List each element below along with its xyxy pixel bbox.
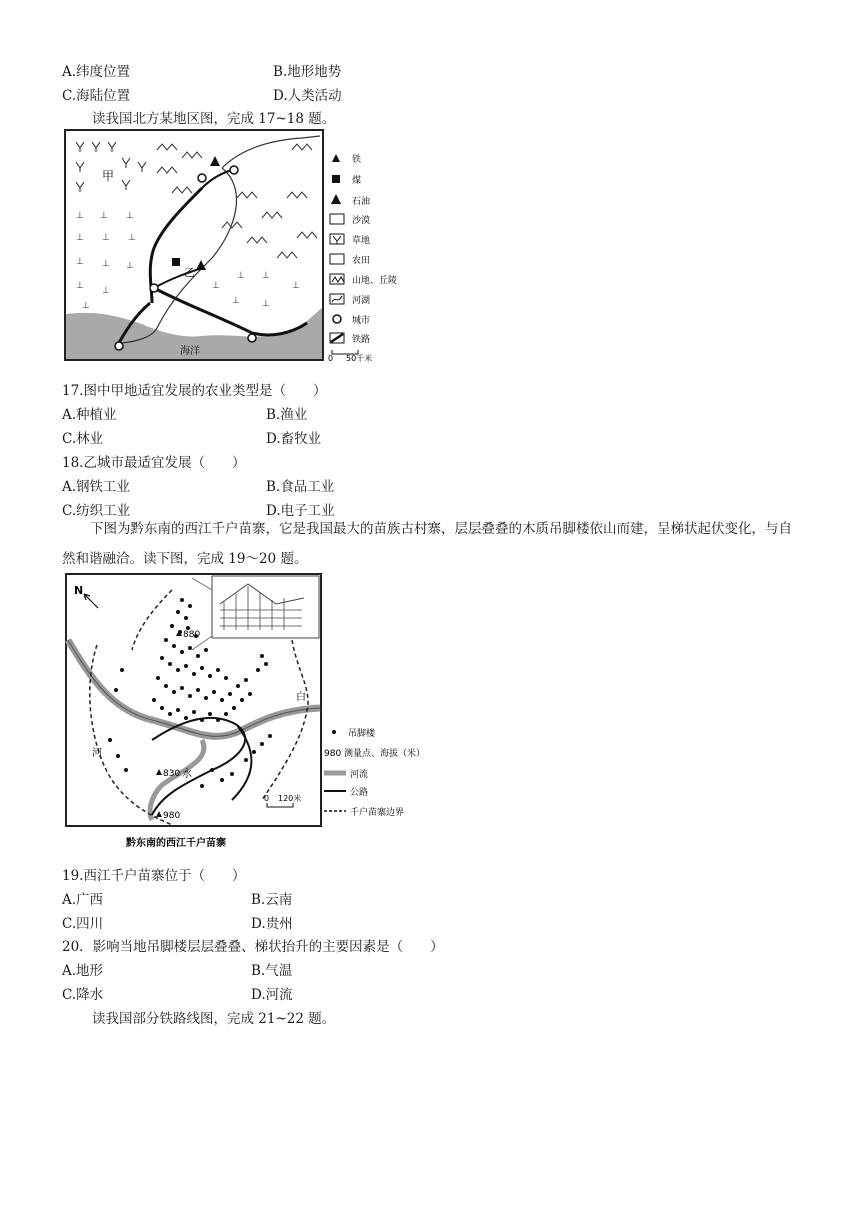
svg-text:⊥: ⊥ bbox=[262, 271, 270, 281]
river-label-shui: 水 bbox=[182, 769, 192, 780]
legend-stilt-label: 吊脚楼 bbox=[348, 729, 376, 739]
legend-coal-label: 煤 bbox=[352, 176, 362, 186]
svg-text:⊥: ⊥ bbox=[82, 301, 90, 311]
svg-text:⊥: ⊥ bbox=[76, 211, 84, 221]
city-icon bbox=[333, 315, 341, 323]
scale-50km: 50千米 bbox=[346, 354, 373, 363]
svg-text:⊥: ⊥ bbox=[126, 261, 134, 271]
q19-stem: 19.西江千户苗寨位于（ ） bbox=[62, 868, 246, 884]
svg-text:⊥: ⊥ bbox=[102, 259, 110, 269]
q17-option-d: D.畜牧业 bbox=[266, 431, 322, 447]
svg-text:⊥: ⊥ bbox=[76, 233, 84, 243]
q16-option-a: A.纬度位置 bbox=[62, 64, 131, 80]
q17-option-b: B.渔业 bbox=[266, 407, 308, 423]
scale-zero: 0 bbox=[328, 354, 334, 363]
legend-hill-label: 山地、丘陵 bbox=[352, 276, 398, 286]
label-yi: 乙 bbox=[184, 266, 195, 279]
q17-option-a: A.种植业 bbox=[62, 407, 117, 423]
intro-21-22: 读我国部分铁路线图，完成 21~22 题。 bbox=[92, 1011, 336, 1027]
legend-rail-label: 铁路 bbox=[352, 335, 371, 345]
q17-option-c: C.林业 bbox=[62, 431, 104, 447]
scale-zero-2: 0 bbox=[264, 794, 270, 803]
legend-road-label: 公路 bbox=[350, 788, 369, 798]
q20-option-a: A.地形 bbox=[62, 963, 104, 979]
legend-desert-label: 沙漠 bbox=[352, 216, 371, 226]
q18-option-d: D.电子工业 bbox=[266, 503, 335, 519]
q19-option-c: C.四川 bbox=[62, 916, 104, 932]
legend-iron-label: 铁 bbox=[352, 155, 362, 165]
river-label-he: 河 bbox=[92, 748, 102, 759]
q19-option-a: A.广西 bbox=[62, 892, 104, 908]
q18-stem: 18.乙城市最适宜发展（ ） bbox=[62, 455, 246, 471]
map1-legend bbox=[328, 153, 397, 363]
intro-17-18: 读我国北方某地区图，完成 17~18 题。 bbox=[92, 111, 336, 127]
q18-option-b: B.食品工业 bbox=[266, 479, 335, 495]
legend-survey-label: 980 测量点、海拔（米） bbox=[324, 749, 426, 759]
q20-option-c: C.降水 bbox=[62, 987, 104, 1003]
svg-text:⊥: ⊥ bbox=[126, 211, 134, 221]
q16-option-b: B.地形地势 bbox=[273, 64, 342, 80]
square-icon bbox=[332, 175, 340, 183]
svg-text:⊥: ⊥ bbox=[102, 233, 110, 243]
farm-icon bbox=[330, 254, 344, 264]
legend-city-label: 城市 bbox=[352, 316, 371, 326]
q20-stem: 20．影响当地吊脚楼层层叠叠、梯状抬升的主要因素是（ ） bbox=[62, 939, 444, 955]
oil-icon bbox=[331, 194, 341, 204]
north-label: N bbox=[74, 584, 84, 597]
q19-option-b: B.云南 bbox=[251, 892, 293, 908]
river-label-bai: 白 bbox=[296, 692, 306, 703]
triangle-icon bbox=[332, 154, 340, 162]
svg-text:⊥: ⊥ bbox=[262, 299, 270, 309]
svg-text:⊥: ⊥ bbox=[76, 257, 84, 267]
city-marker bbox=[198, 174, 206, 182]
scale-120m: 120米 bbox=[278, 794, 302, 803]
elevation-880: 880 bbox=[183, 630, 201, 640]
svg-text:⊥: ⊥ bbox=[212, 281, 220, 291]
q20-option-d: D.河流 bbox=[251, 987, 293, 1003]
svg-text:⊥: ⊥ bbox=[128, 233, 136, 243]
svg-text:⊥: ⊥ bbox=[232, 296, 240, 306]
coal-marker bbox=[172, 258, 180, 266]
legend-river-label-2: 河流 bbox=[350, 770, 369, 780]
q18-option-c: C.纺织工业 bbox=[62, 503, 131, 519]
q17-stem: 17.图中甲地适宜发展的农业类型是（ ） bbox=[62, 383, 327, 399]
sea-label: 海洋 bbox=[180, 346, 200, 357]
north-region-map bbox=[62, 128, 422, 364]
q20-option-b: B.气温 bbox=[251, 963, 293, 979]
q16-option-c: C.海陆位置 bbox=[62, 88, 131, 104]
svg-text:⊥: ⊥ bbox=[292, 281, 300, 291]
svg-text:⊥: ⊥ bbox=[100, 211, 108, 221]
map2-legend bbox=[324, 727, 425, 818]
svg-text:⊥: ⊥ bbox=[76, 281, 84, 291]
river-icon bbox=[330, 294, 344, 304]
q18-option-a: A.钢铁工业 bbox=[62, 479, 131, 495]
desert-icon bbox=[330, 214, 344, 224]
legend-oil-label: 石油 bbox=[352, 197, 371, 207]
stilt-house-inset bbox=[212, 576, 319, 638]
label-jia: 甲 bbox=[102, 169, 115, 183]
legend-farm-label: 农田 bbox=[352, 256, 371, 266]
svg-text:⊥: ⊥ bbox=[237, 271, 245, 281]
elevation-980: 980 bbox=[163, 811, 181, 821]
legend-boundary-label: 千户苗寨边界 bbox=[350, 808, 405, 818]
q16-option-d: D.人类活动 bbox=[273, 88, 342, 104]
legend-river-label: 河湖 bbox=[352, 296, 371, 306]
svg-text:⊥: ⊥ bbox=[102, 286, 110, 296]
map2-caption: 黔东南的西江千户苗寨 bbox=[126, 838, 226, 849]
intro-19-20: 下图为黔东南的西江千户苗寨，它是我国最大的苗族古村寨，层层叠叠的木质吊脚楼依山而建，呈梯状起伏变化，与自然和谐融洽。读下图，完成 19～20 题。 bbox=[62, 521, 792, 567]
elevation-830: 830 bbox=[163, 769, 181, 779]
dot-icon bbox=[332, 730, 336, 734]
q19-option-d: D.贵州 bbox=[251, 916, 293, 932]
legend-grass-label: 草地 bbox=[352, 236, 371, 246]
xijiang-village-map bbox=[62, 570, 452, 852]
